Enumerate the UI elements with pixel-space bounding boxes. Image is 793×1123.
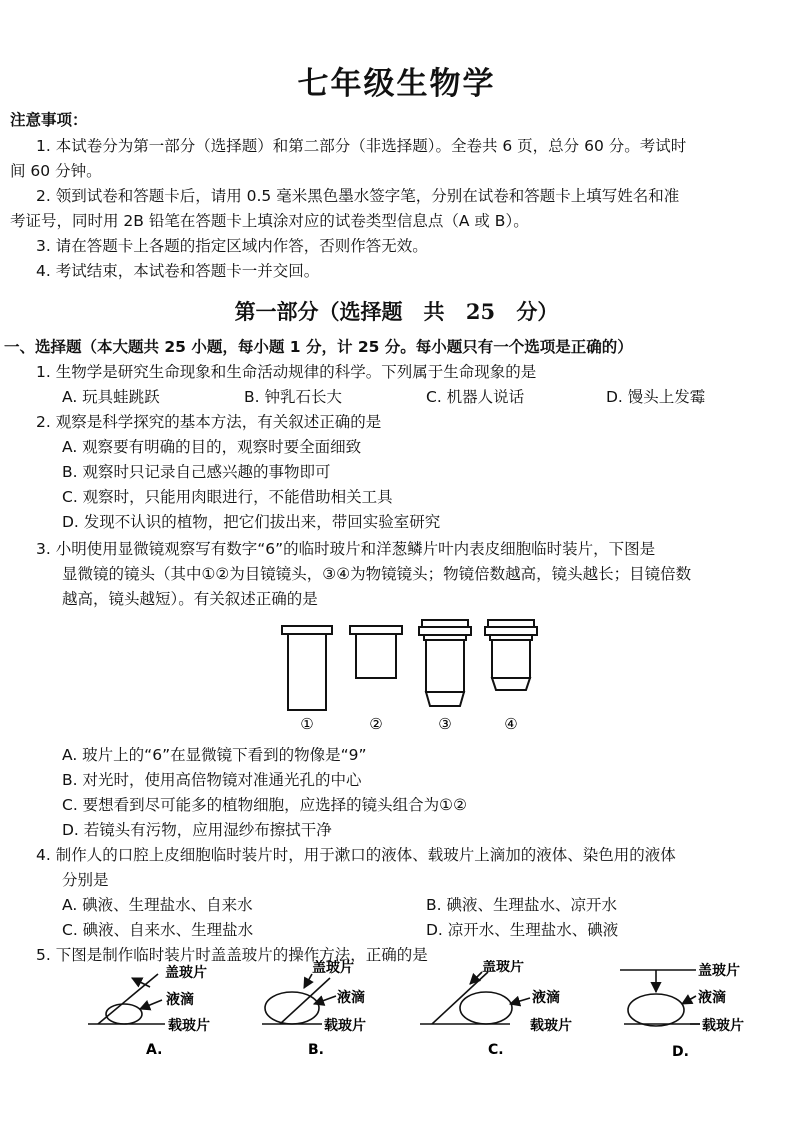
coverslip-option-c [420, 972, 530, 1024]
q4-option-b: B. 碘液、生理盐水、凉开水 [426, 896, 617, 914]
q3-option-a: A. 玻片上的“6”在显微镜下看到的物像是“9” [62, 746, 367, 764]
coverslip-option-a [88, 974, 165, 1024]
note-4: 4. 考试结束，本试卷和答题卡一并交回。 [36, 262, 320, 280]
note-1a: 1. 本试卷分为第一部分（选择题）和第二部分（非选择题）。全卷共 6 页，总分 60 分。考试时 [36, 137, 687, 155]
part-one-title: 第一部分（选择题 共 25 分） [234, 299, 559, 324]
q4-stem-1: 4. 制作人的口腔上皮细胞临时装片时，用于漱口的液体、载玻片上滴加的液体、染色用的液体 [36, 846, 676, 864]
lens-label-2: ② [369, 715, 383, 733]
q3-stem-1: 3. 小明使用显微镜观察写有数字“6”的临时玻片和洋葱鳞片叶内表皮细胞临时装片，下图是 [36, 540, 656, 558]
note-2b: 考证号，同时用 2B 铅笔在答题卡上填涂对应的试卷类型信息点（A 或 B）。 [10, 212, 529, 230]
q4-stem-2: 分别是 [62, 871, 109, 889]
label-a-cover: 盖玻片 [165, 965, 207, 981]
q4-option-d: D. 凉开水、生理盐水、碘液 [426, 921, 619, 939]
label-d-cover: 盖玻片 [698, 963, 740, 979]
note-1b: 间 60 分钟。 [10, 162, 102, 180]
label-d-drop: 液滴 [698, 990, 726, 1006]
label-b-drop: 液滴 [337, 990, 365, 1006]
eyepiece-lens-1 [282, 626, 332, 710]
microscope-lens-figure [270, 616, 560, 736]
q3-stem-3: 越高，镜头越短）。有关叙述正确的是 [62, 590, 318, 608]
label-c-slide: 载玻片 [530, 1018, 572, 1034]
q5-stem: 5. 下图是制作临时装片时盖盖玻片的操作方法，正确的是 [36, 946, 428, 964]
coverslip-option-d [620, 970, 700, 1026]
note-2a: 2. 领到试卷和答题卡后，请用 0.5 毫米黑色墨水签字笔，分别在试卷和答题卡上填写姓名和准 [36, 187, 680, 205]
label-d-slide: 载玻片 [702, 1018, 744, 1034]
q2-option-b: B. 观察时只记录自己感兴趣的事物即可 [62, 463, 331, 481]
option-label-c: C. [488, 1042, 504, 1058]
q1-option-b: B. 钟乳石长大 [244, 388, 342, 406]
q2-option-c: C. 观察时，只能用肉眼进行，不能借助相关工具 [62, 488, 393, 506]
lens-label-3: ③ [438, 715, 452, 733]
section-one-heading: 一、选择题（本大题共 25 小题，每小题 1 分，计 25 分。每小题只有一个选项是正确的） [4, 338, 633, 356]
q4-option-a: A. 碘液、生理盐水、自来水 [62, 896, 253, 914]
exam-title: 七年级生物学 [297, 66, 496, 102]
option-label-b: B. [308, 1042, 324, 1058]
label-c-drop: 液滴 [532, 990, 560, 1006]
q1-option-a: A. 玩具蛙跳跃 [62, 388, 160, 406]
option-label-d: D. [672, 1044, 689, 1060]
label-a-drop: 液滴 [166, 992, 194, 1008]
q3-stem-2: 显微镜的镜头（其中①②为目镜镜头，③④为物镜镜头；物镜倍数越高，镜头越长；目镜倍数 [62, 565, 692, 583]
label-b-cover: 盖玻片 [312, 960, 354, 976]
eyepiece-lens-2 [350, 626, 402, 678]
q2-option-d: D. 发现不认识的植物，把它们拔出来，带回实验室研究 [62, 513, 441, 531]
q1-stem: 1. 生物学是研究生命现象和生命活动规律的科学。下列属于生命现象的是 [36, 363, 537, 381]
note-3: 3. 请在答题卡上各题的指定区域内作答，否则作答无效。 [36, 237, 428, 255]
label-a-slide: 载玻片 [168, 1018, 210, 1034]
q4-option-c: C. 碘液、自来水、生理盐水 [62, 921, 254, 939]
option-label-a: A. [146, 1042, 163, 1058]
objective-lens-3 [419, 620, 471, 706]
q3-option-b: B. 对光时，使用高倍物镜对准通光孔的中心 [62, 771, 362, 789]
q3-option-d: D. 若镜头有污物，应用湿纱布擦拭干净 [62, 821, 332, 839]
label-b-slide: 载玻片 [324, 1018, 366, 1034]
lens-label-1: ① [300, 715, 314, 733]
q1-option-d: D. 馒头上发霉 [606, 388, 706, 406]
q2-stem: 2. 观察是科学探究的基本方法，有关叙述正确的是 [36, 413, 382, 431]
notes-heading: 注意事项： [10, 111, 88, 129]
q3-option-c: C. 要想看到尽可能多的植物细胞，应选择的镜头组合为①② [62, 796, 467, 814]
q1-option-c: C. 机器人说话 [426, 388, 525, 406]
q2-option-a: A. 观察要有明确的目的，观察时要全面细致 [62, 438, 362, 456]
label-c-cover: 盖玻片 [482, 960, 524, 975]
coverslip-option-b [262, 974, 336, 1024]
lens-label-4: ④ [504, 715, 518, 733]
objective-lens-4 [485, 620, 537, 690]
coverslip-methods-figure [0, 960, 793, 1070]
